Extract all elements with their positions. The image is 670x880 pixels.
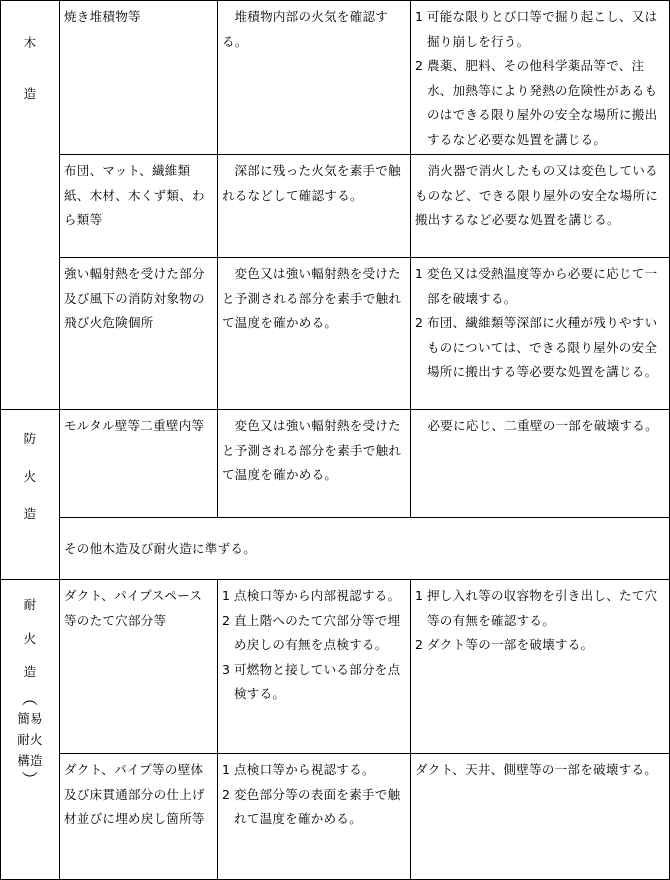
category-char: 木 (23, 35, 37, 50)
table-row (1, 754, 670, 880)
item-number: 1 (415, 588, 424, 603)
location-cell: ダクト、パイプ等の壁体及び床貫通部分の仕上げ材並びに埋め戻し箇所等 (60, 754, 218, 880)
table-row (1, 518, 670, 580)
item-number: 2 (415, 58, 424, 73)
measure-cell (411, 258, 670, 410)
item-number: 2 (415, 315, 424, 330)
category-char: 火 (23, 630, 37, 646)
list-item (222, 783, 406, 832)
table-row (1, 580, 670, 754)
location-cell: 強い輻射熱を受けた部分及び風下の消防対象物の飛び火危険個所 (60, 258, 218, 410)
table-row (1, 155, 670, 258)
method-cell (218, 754, 411, 880)
category-sub-line: 耐火 (17, 731, 43, 747)
method-cell (218, 580, 411, 754)
category-sub-line: 簡易 (17, 710, 43, 726)
category-char: 造 (23, 506, 37, 521)
item-text: 可能な限りとび口等で掘り起こし、又は掘り崩しを行う。 (427, 9, 658, 49)
category-char: 耐 (23, 597, 37, 612)
item-text: 押し入れ等の収容物を引き出し、たて穴等の有無を確認する。 (427, 588, 658, 628)
method-cell: 堆積物内部の火気を確認する。 (218, 1, 411, 155)
method-cell: 変色又は強い輻射熱を受けたと予測される部分を素手で触れて温度を確かめる。 (218, 410, 411, 518)
item-number: 1 (415, 266, 424, 281)
list-item (415, 584, 665, 633)
list-item (415, 54, 665, 152)
measure-cell: ダクト、天井、側壁等の一部を破壊する。 (411, 754, 670, 880)
category-refractory (1, 580, 60, 880)
item-text: 直上階へのたて穴部分等で埋め戻しの有無を点検する。 (234, 612, 401, 652)
method-cell: 深部に残った火気を素手で触れるなどして確認する。 (218, 155, 411, 258)
list-item (222, 584, 406, 609)
table-row (1, 258, 670, 410)
list-item (222, 758, 406, 783)
method-cell: 変色又は強い輻射熱を受けたと予測される部分を素手で触れて温度を確かめる。 (218, 258, 411, 410)
list-item (415, 5, 665, 54)
location-cell: モルタル壁等二重壁内等 (60, 410, 218, 518)
note-cell: その他木造及び耐火造に準ずる。 (60, 518, 670, 580)
category-char: 造 (23, 85, 37, 101)
location-cell: ダクト、パイプスペース等のたて穴部分等 (60, 580, 218, 754)
measure-cell: 必要に応じ、二重壁の一部を破壊する。 (411, 410, 670, 518)
list-item (222, 658, 406, 707)
item-number: 1 (222, 588, 231, 603)
category-fireproof (1, 410, 60, 580)
item-text: ダクト等の一部を破壊する。 (427, 637, 594, 652)
item-text: 布団、繊維類等深部に火種が残りやすいものについては、できる限り屋外の安全場所に搬出する等必要な処置を講じる。 (427, 315, 658, 379)
item-number: 2 (222, 786, 231, 802)
item-text: 変色又は受熱温度等から必要に応じて一部を破壊する。 (427, 266, 658, 306)
category-wood (1, 1, 60, 410)
measure-cell (411, 1, 670, 155)
list-item (222, 609, 406, 658)
item-number: 1 (415, 9, 424, 24)
item-number: 3 (222, 661, 231, 677)
category-sub-line: 構造 (17, 752, 43, 768)
item-text: 点検口等から視認する。 (234, 762, 375, 777)
table-row (1, 410, 670, 518)
paren-close: ︶ (21, 769, 39, 789)
item-text: 農薬、肥料、その他科学薬品等で、注水、加熱等により発熱の危険性があるものはできる限り屋外の安全な場所に搬出するなど必要な処置を講じる。 (427, 58, 658, 147)
measure-cell (411, 580, 670, 754)
location-cell: 布団、マット、繊維類紙、木材、木くず類、わら類等 (60, 155, 218, 258)
item-number: 2 (222, 612, 231, 628)
item-number: 1 (222, 762, 231, 777)
category-char: 火 (23, 468, 37, 484)
category-char: 造 (23, 664, 37, 679)
list-item (415, 311, 665, 385)
table-row (1, 1, 670, 155)
item-text: 点検口等から内部視認する。 (234, 588, 401, 603)
paren-open: ︵ (21, 688, 39, 708)
item-text: 可燃物と接している部分を点検する。 (234, 661, 401, 701)
location-cell: 焼き堆積物等 (60, 1, 218, 155)
list-item (415, 633, 665, 658)
list-item (415, 262, 665, 311)
category-char: 防 (23, 431, 37, 446)
measure-cell: 消火器で消火したもの又は変色しているものなど、できる限り屋外の安全な場所に搬出するなど必要な処置を講じる。 (411, 155, 670, 258)
item-text: 変色部分等の表面を素手で触れて温度を確かめる。 (234, 786, 401, 826)
item-number: 2 (415, 637, 424, 652)
